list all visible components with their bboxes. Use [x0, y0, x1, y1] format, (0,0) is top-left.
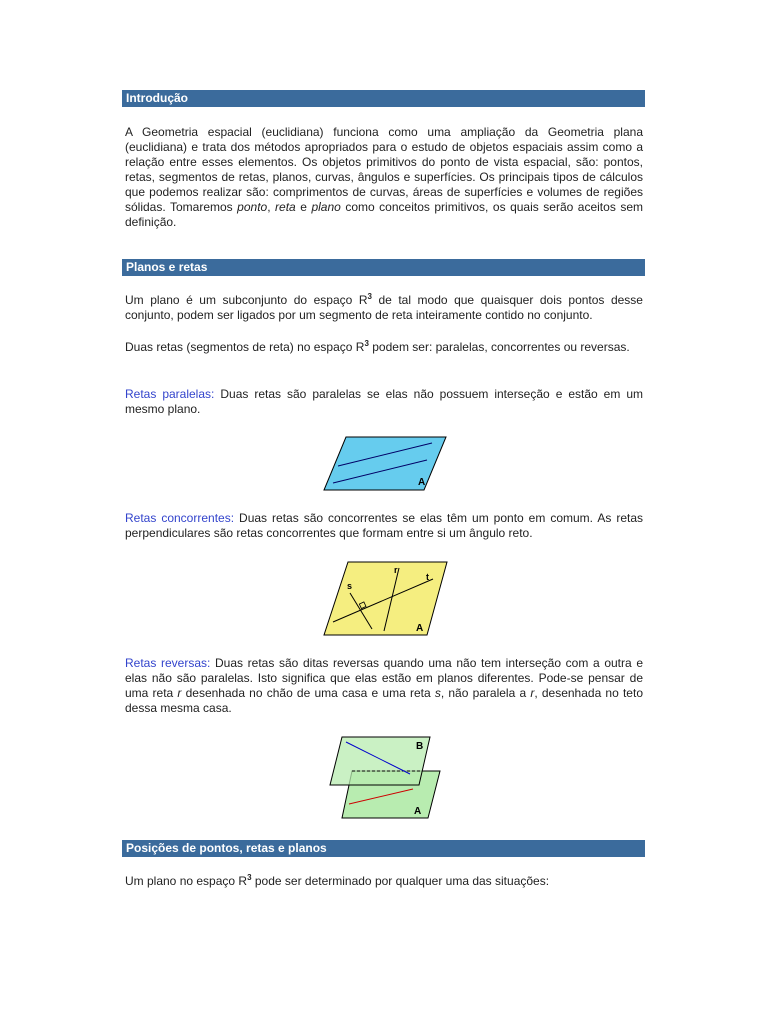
label-s: s	[347, 581, 353, 591]
plane-label-a: A	[418, 477, 426, 488]
plane-determination-text-end: pode ser determinado por qualquer uma das situações:	[251, 874, 550, 888]
parallel-lines-text: Duas retas são paralelas se elas não possuem interseção e estão em um mesmo plano.	[125, 387, 644, 416]
term-reta: reta	[275, 200, 296, 214]
skew-lines-figure	[326, 734, 444, 820]
concurrent-lines-text: Duas retas são concorrentes se elas têm um ponto em comum. As retas perpendiculares são retas concorrentes que formam entre si um ângulo reto.	[125, 511, 643, 540]
lines-types-text: Duas retas (segmentos de reta) no espaço R	[125, 340, 365, 354]
skew-lines-paragraph	[125, 656, 643, 716]
var-r: r	[177, 686, 182, 700]
intro-paragraph	[125, 125, 643, 230]
term-ponto: ponto	[237, 200, 268, 214]
superscript-3: 3	[367, 292, 372, 301]
intro-and: e	[295, 200, 312, 214]
var-r: r	[530, 686, 535, 700]
skew-lines-text-3: , não paralela a	[440, 686, 531, 700]
plane-determination-paragraph	[125, 874, 643, 889]
term-plano: plano	[311, 200, 341, 214]
plane-a-shape	[324, 437, 446, 490]
var-s: s	[434, 686, 441, 700]
section-header-introducao: Introdução	[122, 90, 645, 107]
intro-text-end: como conceitos primitivos, os quais serão aceitos sem definição.	[125, 200, 643, 229]
intro-text: A Geometria espacial (euclidiana) funciona como uma ampliação da Geometria plana (euclidiana) e trata dos métodos apropriados para o estudo de objetos espaciais assim como a relação entre esses elementos. Os objetos primitivos do ponto de vista espacial, são: pontos, retas, segmentos de retas, planos, curvas, ângulos e superfícies. Os principais tipos de cálculos que podemos realizar são: comprimentos de curvas, áreas de superfícies e volumes de regiões sólidas. Tomaremos	[125, 125, 643, 214]
plane-label-a: A	[414, 806, 422, 817]
plane-b-shape	[330, 737, 430, 785]
superscript-3: 3	[364, 339, 369, 348]
parallel-lines-paragraph	[125, 387, 643, 417]
plane-label-b: B	[416, 741, 424, 752]
skew-lines-text: Duas retas são ditas reversas quando uma não tem interseção com a outra e elas não são paralelas. Isto significa que elas estão em planos diferentes. Pode-se pensar de uma reta	[125, 656, 644, 700]
concurrent-lines-figure	[320, 559, 450, 637]
plane-label-a: A	[416, 623, 424, 634]
plane-def-text-end: de tal modo que quaisquer dois pontos desse conjunto, podem ser ligados por um segmento de reta inteiramente contido no conjunto.	[125, 293, 643, 322]
skew-lines-text-end: , desenhada no teto dessa mesma casa.	[125, 686, 643, 715]
plane-definition-paragraph	[125, 293, 643, 323]
skew-lines-text-2: desenhada no chão de uma casa e uma reta	[181, 686, 435, 700]
concurrent-lines-paragraph	[125, 511, 643, 541]
label-r: r	[394, 565, 398, 575]
plane-def-text: Um plano é um subconjunto do espaço R	[125, 293, 368, 307]
superscript-3: 3	[247, 873, 252, 882]
parallel-lines-figure	[320, 434, 450, 492]
term-retas-reversas: Retas reversas:	[125, 656, 211, 670]
plane-determination-text: Um plano no espaço R	[125, 874, 248, 888]
section-header-posicoes: Posições de pontos, retas e planos	[122, 840, 645, 857]
term-retas-paralelas: Retas paralelas:	[125, 387, 215, 401]
term-retas-concorrentes: Retas concorrentes:	[125, 511, 235, 525]
intro-comma: ,	[267, 200, 276, 214]
section-header-planos-e-retas: Planos e retas	[122, 259, 645, 276]
lines-types-paragraph	[125, 340, 643, 355]
lines-types-text-end: podem ser: paralelas, concorrentes ou reversas.	[368, 340, 630, 354]
label-t: t	[426, 572, 429, 582]
